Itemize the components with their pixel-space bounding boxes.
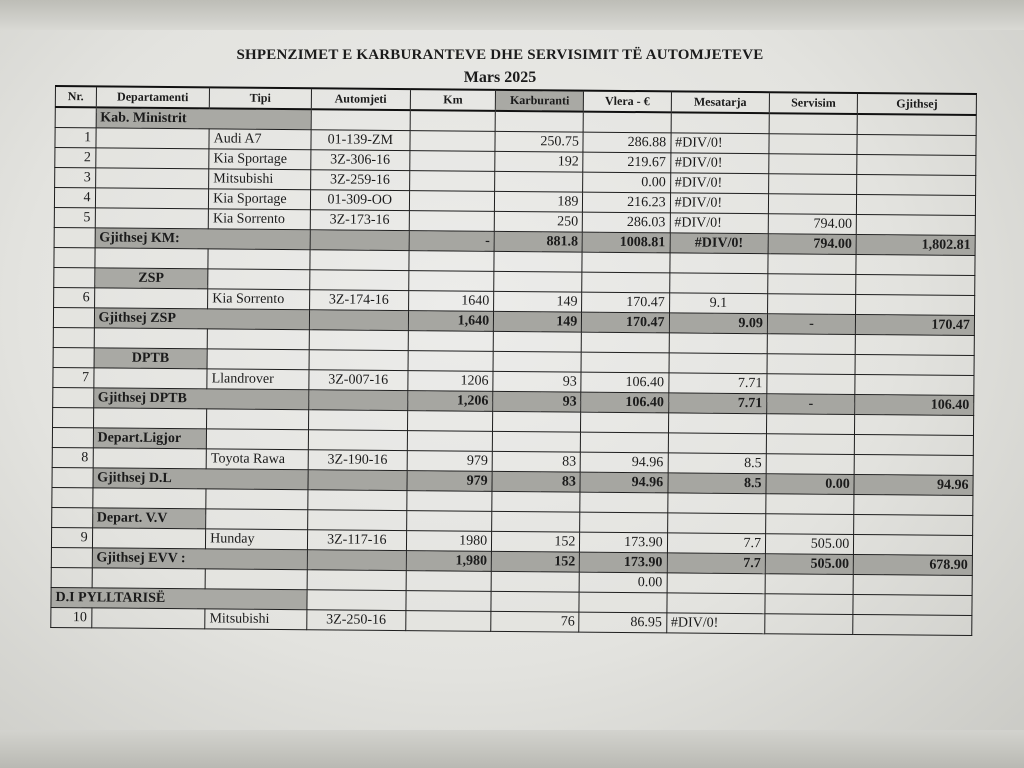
total-label: Gjithsej EVV : bbox=[92, 548, 307, 570]
section-dptb: DPTB bbox=[94, 348, 208, 369]
total-vlera: 1008.81 bbox=[582, 232, 669, 253]
header-automjeti: Automjeti bbox=[311, 88, 411, 110]
cell-vlera: 106.40 bbox=[581, 372, 668, 393]
cell-tipi: Mitsubishi bbox=[205, 609, 307, 630]
cell-automjeti: 3Z-259-16 bbox=[310, 170, 410, 191]
cell-km bbox=[410, 171, 495, 192]
cell-tipi: Audi A7 bbox=[209, 129, 311, 150]
total-gjithsej: 678.90 bbox=[853, 554, 972, 575]
cell-vlera: 216.23 bbox=[583, 192, 670, 213]
section-vv: Depart. V.V bbox=[92, 508, 206, 529]
cell-automjeti: 3Z-117-16 bbox=[307, 530, 407, 551]
document-subtitle: Mars 2025 bbox=[463, 69, 537, 86]
total-mesatarja: 9.09 bbox=[669, 313, 768, 334]
cell-automjeti: 3Z-173-16 bbox=[310, 210, 410, 231]
header-tipi: Tipi bbox=[209, 87, 311, 109]
cell-vlera: 0.00 bbox=[579, 572, 666, 593]
cell-vlera: 286.88 bbox=[583, 132, 670, 153]
cell-automjeti: 3Z-250-16 bbox=[306, 610, 406, 631]
total-vlera: 106.40 bbox=[581, 392, 668, 413]
total-mesatarja: 7.71 bbox=[668, 393, 767, 414]
total-mesatarja: 8.5 bbox=[668, 473, 767, 494]
cell-karburanti: 192 bbox=[495, 151, 583, 172]
cell-automjeti: 3Z-174-16 bbox=[309, 290, 409, 311]
cell-mesatarja: #DIV/0! bbox=[666, 613, 765, 634]
screen-top-bar bbox=[0, 0, 1024, 30]
total-label: Gjithsej DPTB bbox=[93, 388, 308, 410]
cell-km: 1640 bbox=[409, 291, 494, 312]
cell-tipi: Kia Sorrento bbox=[208, 209, 310, 230]
total-gjithsej: 170.47 bbox=[856, 314, 975, 335]
total-servisim: 0.00 bbox=[766, 474, 854, 495]
total-label: Gjithsej KM: bbox=[95, 228, 310, 250]
cell-vlera: 0.00 bbox=[583, 172, 670, 193]
cell-vlera: 94.96 bbox=[581, 452, 668, 473]
total-servisim: 505.00 bbox=[765, 554, 853, 575]
cell-nr: 10 bbox=[51, 607, 92, 627]
document-title: SHPENZIMET E KARBURANTEVE DHE SERVISIMIT TË AUTOMJETEVE bbox=[236, 47, 764, 63]
cell-vlera: 86.95 bbox=[579, 612, 666, 633]
cell-tipi: Kia Sorrento bbox=[208, 289, 310, 310]
total-karburanti: 881.8 bbox=[494, 231, 582, 252]
cell-servisim bbox=[769, 174, 857, 195]
cell-karburanti bbox=[495, 171, 583, 192]
cell-tipi: Kia Sportage bbox=[209, 149, 311, 170]
cell-servisim bbox=[768, 194, 856, 215]
cell-vlera: 219.67 bbox=[583, 152, 670, 173]
cell-tipi: Mitsubishi bbox=[209, 169, 311, 190]
section-zsp: ZSP bbox=[94, 268, 208, 289]
header-karburanti: Karburanti bbox=[495, 90, 583, 112]
header-departamenti: Departamenti bbox=[96, 86, 210, 108]
total-vlera: 173.90 bbox=[580, 552, 667, 573]
cell-automjeti: 3Z-306-16 bbox=[310, 150, 410, 171]
cell-nr: 3 bbox=[55, 168, 96, 188]
total-km: 1,206 bbox=[408, 391, 493, 412]
cell-karburanti: 152 bbox=[492, 531, 580, 552]
cell-karburanti: 250.75 bbox=[495, 131, 583, 152]
header-km: Km bbox=[410, 89, 495, 111]
cell-mesatarja: #DIV/0! bbox=[670, 153, 769, 174]
cell-servisim: 505.00 bbox=[765, 534, 853, 555]
cell-nr: 9 bbox=[51, 527, 92, 547]
total-km: 1,640 bbox=[408, 311, 493, 332]
total-km: 1,980 bbox=[406, 551, 491, 572]
cell-mesatarja: 7.71 bbox=[668, 373, 767, 394]
cell-km bbox=[409, 191, 494, 212]
section-ligjor: Depart.Ligjor bbox=[93, 428, 207, 449]
total-label: Gjithsej D.L bbox=[93, 468, 308, 490]
total-karburanti: 93 bbox=[493, 391, 581, 412]
cell-servisim bbox=[765, 614, 853, 635]
cell-servisim bbox=[768, 294, 856, 315]
cell-karburanti: 76 bbox=[491, 611, 579, 632]
cell-mesatarja: 9.1 bbox=[669, 293, 768, 314]
cell-servisim: 794.00 bbox=[768, 214, 856, 235]
cell-servisim bbox=[767, 374, 855, 395]
total-karburanti: 149 bbox=[494, 311, 582, 332]
cell-servisim bbox=[769, 134, 857, 155]
cell-nr: 4 bbox=[54, 188, 95, 208]
total-km: - bbox=[409, 231, 494, 252]
cell-mesatarja: 7.7 bbox=[667, 533, 766, 554]
total-vlera: 94.96 bbox=[580, 472, 667, 493]
cell-km bbox=[409, 211, 494, 232]
cell-vlera: 286.03 bbox=[583, 212, 670, 233]
expense-table bbox=[50, 85, 977, 636]
cell-km bbox=[410, 131, 495, 152]
total-servisim: - bbox=[767, 394, 855, 415]
total-label: Gjithsej ZSP bbox=[94, 308, 309, 330]
header-mesatarja: Mesatarja bbox=[671, 91, 770, 113]
cell-karburanti: 149 bbox=[494, 291, 582, 312]
cell-km: 979 bbox=[407, 451, 492, 472]
total-vlera: 170.47 bbox=[582, 312, 669, 333]
total-servisim: 794.00 bbox=[768, 234, 856, 255]
header-nr: Nr. bbox=[55, 86, 96, 107]
section-kab: Kab. Ministrit bbox=[96, 107, 311, 129]
cell-mesatarja: #DIV/0! bbox=[670, 213, 769, 234]
cell-karburanti: 93 bbox=[493, 371, 581, 392]
cell-servisim bbox=[769, 154, 857, 175]
cell-nr: 2 bbox=[55, 148, 96, 168]
total-karburanti: 152 bbox=[491, 551, 579, 572]
cell-km bbox=[410, 151, 495, 172]
total-servisim: - bbox=[767, 314, 855, 335]
cell-nr: 1 bbox=[55, 128, 96, 148]
cell-nr: 6 bbox=[54, 287, 95, 307]
cell-tipi: Hunday bbox=[206, 529, 308, 550]
cell-vlera: 173.90 bbox=[580, 532, 667, 553]
total-gjithsej: 94.96 bbox=[854, 474, 973, 495]
cell-km: 1980 bbox=[406, 531, 491, 552]
cell-tipi: Kia Sportage bbox=[209, 189, 311, 210]
cell-nr: 5 bbox=[54, 207, 95, 227]
cell-mesatarja: 8.5 bbox=[668, 453, 767, 474]
header-gjithsej: Gjithsej bbox=[857, 93, 976, 115]
cell-karburanti: 83 bbox=[492, 451, 580, 472]
total-mesatarja: #DIV/0! bbox=[670, 233, 769, 254]
cell-vlera: 170.47 bbox=[582, 292, 669, 313]
cell-tipi: Toyota Rawa bbox=[206, 449, 308, 470]
cell-karburanti: 189 bbox=[495, 191, 583, 212]
cell-servisim bbox=[766, 454, 854, 475]
section-pyll: D.I PYLLTARISË bbox=[51, 587, 307, 609]
total-gjithsej: 1,802.81 bbox=[856, 234, 975, 255]
cell-nr: 7 bbox=[53, 367, 94, 387]
cell-automjeti: 3Z-190-16 bbox=[308, 450, 408, 471]
cell-km bbox=[406, 611, 491, 632]
cell-automjeti: 01-309-OO bbox=[310, 190, 410, 211]
cell-tipi: Llandrover bbox=[207, 369, 309, 390]
total-karburanti: 83 bbox=[492, 471, 580, 492]
cell-automjeti: 3Z-007-16 bbox=[308, 370, 408, 391]
cell-karburanti: 250 bbox=[494, 211, 582, 232]
screen-bottom-bar bbox=[0, 730, 1024, 768]
total-mesatarja: 7.7 bbox=[667, 553, 766, 574]
cell-km: 1206 bbox=[408, 371, 493, 392]
cell-nr: 8 bbox=[52, 447, 93, 467]
cell-automjeti: 01-139-ZM bbox=[311, 130, 411, 151]
cell-mesatarja: #DIV/0! bbox=[670, 193, 769, 214]
cell-mesatarja: #DIV/0! bbox=[670, 173, 769, 194]
header-vlera: Vlera - € bbox=[584, 91, 671, 113]
total-km: 979 bbox=[407, 471, 492, 492]
cell-mesatarja: #DIV/0! bbox=[671, 133, 770, 154]
total-gjithsej: 106.40 bbox=[855, 394, 974, 415]
header-servisim: Servisim bbox=[769, 92, 857, 114]
